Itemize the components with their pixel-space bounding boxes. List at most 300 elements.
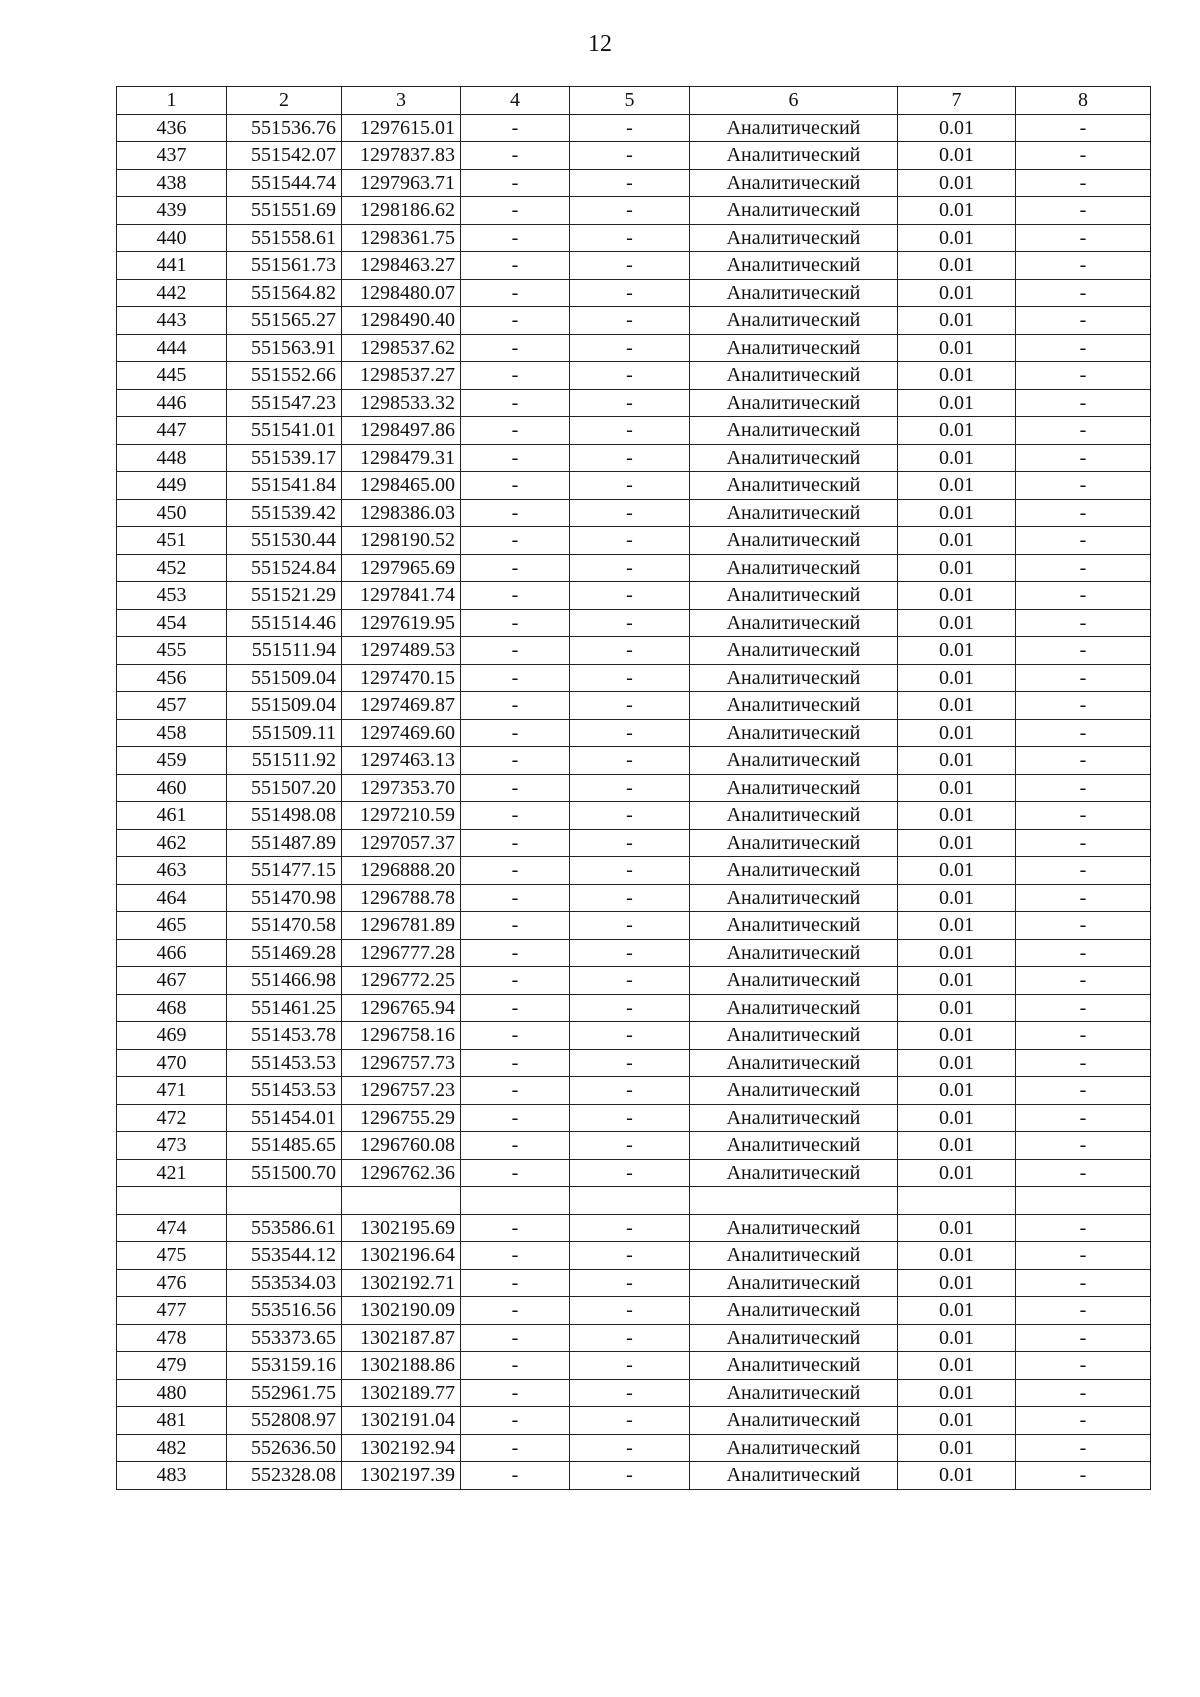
cell-point-number: 450 [117,499,227,527]
cell-x-coordinate: 551551.69 [227,197,342,225]
cell-y-coordinate: 1296788.78 [342,884,461,912]
cell-point-number: 449 [117,472,227,500]
cell-col-4: - [461,1407,570,1435]
column-header-8: 8 [1016,87,1151,115]
cell-y-coordinate: 1297463.13 [342,747,461,775]
table-row [117,1379,1151,1407]
cell-col-5: - [570,939,690,967]
cell-accuracy: 0.01 [898,1214,1016,1242]
cell-col-4: - [461,1214,570,1242]
cell-y-coordinate: 1302191.04 [342,1407,461,1435]
cell-accuracy: 0.01 [898,857,1016,885]
table-row [117,142,1151,170]
cell-col-8: - [1016,1352,1151,1380]
cell-method: Аналитический [690,967,898,995]
table-row [117,417,1151,445]
cell-method: Аналитический [690,692,898,720]
column-header-7: 7 [898,87,1016,115]
cell-accuracy: 0.01 [898,527,1016,555]
cell-accuracy: 0.01 [898,1159,1016,1187]
table-row [117,499,1151,527]
cell-x-coordinate: 551511.92 [227,747,342,775]
cell-method: Аналитический [690,499,898,527]
cell-col-8: - [1016,417,1151,445]
cell-col-8: - [1016,499,1151,527]
cell-col-8: - [1016,857,1151,885]
cell-y-coordinate: 1298480.07 [342,279,461,307]
cell-point-number: 469 [117,1022,227,1050]
cell-point-number: 468 [117,994,227,1022]
cell-accuracy: 0.01 [898,939,1016,967]
cell-point-number: 462 [117,829,227,857]
cell-accuracy: 0.01 [898,1407,1016,1435]
cell-col-8: - [1016,334,1151,362]
column-header-1: 1 [117,87,227,115]
cell-point-number: 460 [117,774,227,802]
cell-method: Аналитический [690,774,898,802]
cell-col-4: - [461,884,570,912]
cell-col-4: - [461,307,570,335]
cell-col-8: - [1016,609,1151,637]
cell-col-4: - [461,1242,570,1270]
table-row [117,114,1151,142]
cell-col-5: - [570,334,690,362]
cell-method: Аналитический [690,829,898,857]
cell-point-number: 481 [117,1407,227,1435]
cell-x-coordinate: 551470.98 [227,884,342,912]
cell-y-coordinate: 1297965.69 [342,554,461,582]
cell-col-4: - [461,417,570,445]
cell-col-8: - [1016,1022,1151,1050]
cell-col-5: - [570,857,690,885]
cell-point-number: 461 [117,802,227,830]
cell-method: Аналитический [690,1242,898,1270]
cell-y-coordinate: 1302196.64 [342,1242,461,1270]
cell-method: Аналитический [690,1022,898,1050]
cell-accuracy: 0.01 [898,829,1016,857]
cell-accuracy: 0.01 [898,884,1016,912]
cell-x-coordinate: 551511.94 [227,637,342,665]
cell-col-4: - [461,692,570,720]
cell-point-number: 478 [117,1324,227,1352]
cell-col-4: - [461,1434,570,1462]
cell-method: Аналитический [690,279,898,307]
table-row [117,554,1151,582]
cell-x-coordinate: 551454.01 [227,1104,342,1132]
cell-point-number: 466 [117,939,227,967]
cell-accuracy: 0.01 [898,1269,1016,1297]
cell-col-8: - [1016,967,1151,995]
cell-x-coordinate: 551547.23 [227,389,342,417]
cell-accuracy: 0.01 [898,142,1016,170]
cell-y-coordinate: 1298186.62 [342,197,461,225]
table-row [117,1132,1151,1160]
cell-point-number: 452 [117,554,227,582]
table-row [117,884,1151,912]
cell-method: Аналитический [690,719,898,747]
cell-col-4: - [461,1159,570,1187]
cell-col-5: - [570,554,690,582]
cell-col-4: - [461,1297,570,1325]
table-row [117,1049,1151,1077]
table-row [117,307,1151,335]
cell-x-coordinate: 553159.16 [227,1352,342,1380]
cell-method: Аналитический [690,1049,898,1077]
cell-col-5: - [570,499,690,527]
table-row [117,334,1151,362]
cell-point-number: 467 [117,967,227,995]
cell-y-coordinate: 1302192.71 [342,1269,461,1297]
cell-col-5: - [570,1159,690,1187]
table-row [117,169,1151,197]
cell-col-5: - [570,1407,690,1435]
cell-col-5: - [570,1049,690,1077]
table-row [117,939,1151,967]
cell-x-coordinate: 551509.11 [227,719,342,747]
cell-accuracy: 0.01 [898,1462,1016,1490]
cell-col-4: - [461,637,570,665]
cell-point-number: 439 [117,197,227,225]
cell-col-4: - [461,1132,570,1160]
cell-accuracy: 0.01 [898,1242,1016,1270]
cell-col-4: - [461,1049,570,1077]
cell-col-8: - [1016,664,1151,692]
cell-x-coordinate: 551536.76 [227,114,342,142]
cell-y-coordinate: 1297619.95 [342,609,461,637]
table-row [117,1269,1151,1297]
cell-col-4: - [461,279,570,307]
cell-method: Аналитический [690,389,898,417]
cell-col-8: - [1016,582,1151,610]
cell-x-coordinate: 551541.01 [227,417,342,445]
cell-point-number: 457 [117,692,227,720]
cell-point-number: 479 [117,1352,227,1380]
cell-method: Аналитический [690,224,898,252]
cell-col-8: - [1016,692,1151,720]
cell-method: Аналитический [690,307,898,335]
cell-point-number: 477 [117,1297,227,1325]
cell-x-coordinate: 551521.29 [227,582,342,610]
cell-col-4: - [461,224,570,252]
cell-method: Аналитический [690,582,898,610]
cell-method: Аналитический [690,1352,898,1380]
cell-accuracy: 0.01 [898,664,1016,692]
cell-method: Аналитический [690,637,898,665]
cell-col-5: - [570,884,690,912]
cell-point-number: 475 [117,1242,227,1270]
cell-col-5: - [570,747,690,775]
cell-y-coordinate: 1298537.27 [342,362,461,390]
cell-y-coordinate: 1296888.20 [342,857,461,885]
cell-accuracy: 0.01 [898,362,1016,390]
cell-method: Аналитический [690,527,898,555]
table-row [117,609,1151,637]
cell-y-coordinate: 1296760.08 [342,1132,461,1160]
cell-col-5: - [570,527,690,555]
cell-accuracy: 0.01 [898,252,1016,280]
table-row [117,664,1151,692]
cell-col-8: - [1016,884,1151,912]
table-row [117,719,1151,747]
cell-method: Аналитический [690,1324,898,1352]
cell-point-number: 446 [117,389,227,417]
cell-point-number: 448 [117,444,227,472]
cell-col-5: - [570,802,690,830]
cell-method: Аналитический [690,912,898,940]
cell-y-coordinate: 1297469.87 [342,692,461,720]
cell-col-8: - [1016,774,1151,802]
cell-accuracy: 0.01 [898,169,1016,197]
cell-x-coordinate: 551552.66 [227,362,342,390]
cell-x-coordinate: 551509.04 [227,692,342,720]
cell-accuracy: 0.01 [898,719,1016,747]
cell-accuracy: 0.01 [898,279,1016,307]
cell-method: Аналитический [690,857,898,885]
cell-y-coordinate: 1296757.23 [342,1077,461,1105]
cell-col-5: - [570,279,690,307]
cell-col-8: - [1016,939,1151,967]
cell-y-coordinate: 1297353.70 [342,774,461,802]
cell-y-coordinate: 1296781.89 [342,912,461,940]
cell-y-coordinate: 1298537.62 [342,334,461,362]
cell-col-5: - [570,1379,690,1407]
cell-col-5: - [570,1434,690,1462]
cell-point-number: 456 [117,664,227,692]
cell-accuracy: 0.01 [898,912,1016,940]
cell-point-number: 473 [117,1132,227,1160]
cell-y-coordinate: 1296757.73 [342,1049,461,1077]
cell-method: Аналитический [690,664,898,692]
cell-col-8: - [1016,1159,1151,1187]
page-number: 12 [588,31,612,57]
cell-point-number: 436 [117,114,227,142]
cell-y-coordinate: 1298465.00 [342,472,461,500]
cell-col-5: - [570,417,690,445]
cell-y-coordinate [342,1187,461,1215]
cell-y-coordinate: 1302188.86 [342,1352,461,1380]
cell-col-4: - [461,664,570,692]
cell-col-4: - [461,334,570,362]
cell-col-4: - [461,1352,570,1380]
table-row [117,994,1151,1022]
cell-col-5: - [570,1104,690,1132]
cell-col-4: - [461,362,570,390]
cell-col-5: - [570,252,690,280]
table-row [117,444,1151,472]
cell-col-4: - [461,197,570,225]
cell-point-number: 421 [117,1159,227,1187]
table-row [117,774,1151,802]
cell-accuracy: 0.01 [898,1434,1016,1462]
cell-accuracy: 0.01 [898,1049,1016,1077]
cell-method: Аналитический [690,939,898,967]
cell-col-5 [570,1187,690,1215]
cell-method: Аналитический [690,444,898,472]
cell-col-8: - [1016,362,1151,390]
cell-col-8: - [1016,279,1151,307]
cell-point-number: 483 [117,1462,227,1490]
cell-point-number: 474 [117,1214,227,1242]
cell-method: Аналитический [690,747,898,775]
cell-y-coordinate: 1302195.69 [342,1214,461,1242]
table-row [117,197,1151,225]
cell-col-8: - [1016,1049,1151,1077]
cell-x-coordinate: 553544.12 [227,1242,342,1270]
cell-col-8: - [1016,912,1151,940]
cell-point-number: 463 [117,857,227,885]
cell-accuracy: 0.01 [898,224,1016,252]
cell-method: Аналитический [690,1159,898,1187]
cell-col-8: - [1016,719,1151,747]
cell-col-8: - [1016,637,1151,665]
cell-point-number: 459 [117,747,227,775]
cell-y-coordinate: 1297057.37 [342,829,461,857]
cell-y-coordinate: 1302187.87 [342,1324,461,1352]
cell-method: Аналитический [690,1214,898,1242]
cell-point-number: 482 [117,1434,227,1462]
cell-method: Аналитический [690,1297,898,1325]
cell-accuracy: 0.01 [898,334,1016,362]
cell-col-4: - [461,1324,570,1352]
cell-col-8: - [1016,472,1151,500]
cell-col-5: - [570,1324,690,1352]
table-row [117,582,1151,610]
cell-col-4: - [461,1462,570,1490]
cell-method: Аналитический [690,472,898,500]
cell-accuracy: 0.01 [898,747,1016,775]
cell-col-5: - [570,719,690,747]
cell-accuracy: 0.01 [898,1104,1016,1132]
cell-x-coordinate: 553586.61 [227,1214,342,1242]
cell-method: Аналитический [690,1462,898,1490]
cell-col-5: - [570,774,690,802]
cell-accuracy: 0.01 [898,1132,1016,1160]
cell-x-coordinate: 552961.75 [227,1379,342,1407]
cell-x-coordinate: 551485.65 [227,1132,342,1160]
cell-x-coordinate: 551453.78 [227,1022,342,1050]
cell-x-coordinate: 551541.84 [227,472,342,500]
cell-col-4: - [461,857,570,885]
cell-x-coordinate: 551544.74 [227,169,342,197]
table-row [117,747,1151,775]
table-row [117,389,1151,417]
cell-method: Аналитический [690,1132,898,1160]
cell-x-coordinate: 551461.25 [227,994,342,1022]
cell-y-coordinate: 1297470.15 [342,664,461,692]
table-row [117,1297,1151,1325]
cell-x-coordinate: 551509.04 [227,664,342,692]
cell-col-4: - [461,719,570,747]
cell-col-5: - [570,1242,690,1270]
cell-col-4: - [461,1269,570,1297]
cell-accuracy: 0.01 [898,582,1016,610]
cell-col-8: - [1016,389,1151,417]
cell-method [690,1187,898,1215]
cell-x-coordinate: 551487.89 [227,829,342,857]
cell-col-4: - [461,389,570,417]
cell-col-8: - [1016,1214,1151,1242]
cell-col-5: - [570,472,690,500]
coordinates-table [116,86,1151,1490]
cell-y-coordinate: 1298479.31 [342,444,461,472]
cell-point-number: 442 [117,279,227,307]
cell-y-coordinate: 1297210.59 [342,802,461,830]
cell-y-coordinate: 1297837.83 [342,142,461,170]
cell-col-4: - [461,169,570,197]
cell-col-8: - [1016,1379,1151,1407]
cell-accuracy: 0.01 [898,1022,1016,1050]
table-row [117,692,1151,720]
cell-y-coordinate: 1298533.32 [342,389,461,417]
cell-method: Аналитический [690,802,898,830]
table-row [117,1324,1151,1352]
table-row [117,1462,1151,1490]
cell-accuracy: 0.01 [898,802,1016,830]
cell-col-5: - [570,664,690,692]
column-header-3: 3 [342,87,461,115]
cell-col-4: - [461,994,570,1022]
cell-x-coordinate: 552636.50 [227,1434,342,1462]
table-row [117,252,1151,280]
cell-method: Аналитический [690,142,898,170]
cell-x-coordinate: 551453.53 [227,1077,342,1105]
cell-col-4: - [461,939,570,967]
cell-y-coordinate: 1297963.71 [342,169,461,197]
cell-col-4: - [461,472,570,500]
table-row [117,1159,1151,1187]
cell-x-coordinate: 553534.03 [227,1269,342,1297]
cell-x-coordinate: 551477.15 [227,857,342,885]
cell-point-number: 464 [117,884,227,912]
cell-accuracy: 0.01 [898,774,1016,802]
cell-col-4: - [461,774,570,802]
cell-accuracy: 0.01 [898,472,1016,500]
cell-accuracy: 0.01 [898,197,1016,225]
cell-y-coordinate: 1298463.27 [342,252,461,280]
cell-col-8: - [1016,444,1151,472]
cell-col-8: - [1016,1297,1151,1325]
cell-y-coordinate: 1298490.40 [342,307,461,335]
cell-col-4: - [461,829,570,857]
cell-col-5: - [570,1077,690,1105]
cell-x-coordinate: 551539.17 [227,444,342,472]
cell-col-4: - [461,967,570,995]
cell-col-5: - [570,994,690,1022]
table-row [117,912,1151,940]
table-row [117,1434,1151,1462]
cell-col-8: - [1016,1132,1151,1160]
cell-col-4: - [461,554,570,582]
cell-x-coordinate: 553373.65 [227,1324,342,1352]
cell-y-coordinate: 1298361.75 [342,224,461,252]
cell-col-8: - [1016,224,1151,252]
cell-accuracy: 0.01 [898,444,1016,472]
cell-col-5: - [570,1269,690,1297]
cell-y-coordinate: 1296777.28 [342,939,461,967]
cell-x-coordinate: 551542.07 [227,142,342,170]
cell-accuracy: 0.01 [898,637,1016,665]
cell-col-5: - [570,1132,690,1160]
cell-accuracy: 0.01 [898,692,1016,720]
cell-point-number: 441 [117,252,227,280]
cell-col-5: - [570,142,690,170]
cell-col-5: - [570,307,690,335]
cell-x-coordinate: 552328.08 [227,1462,342,1490]
table-row [117,1104,1151,1132]
column-header-4: 4 [461,87,570,115]
cell-y-coordinate: 1296755.29 [342,1104,461,1132]
cell-col-8: - [1016,169,1151,197]
